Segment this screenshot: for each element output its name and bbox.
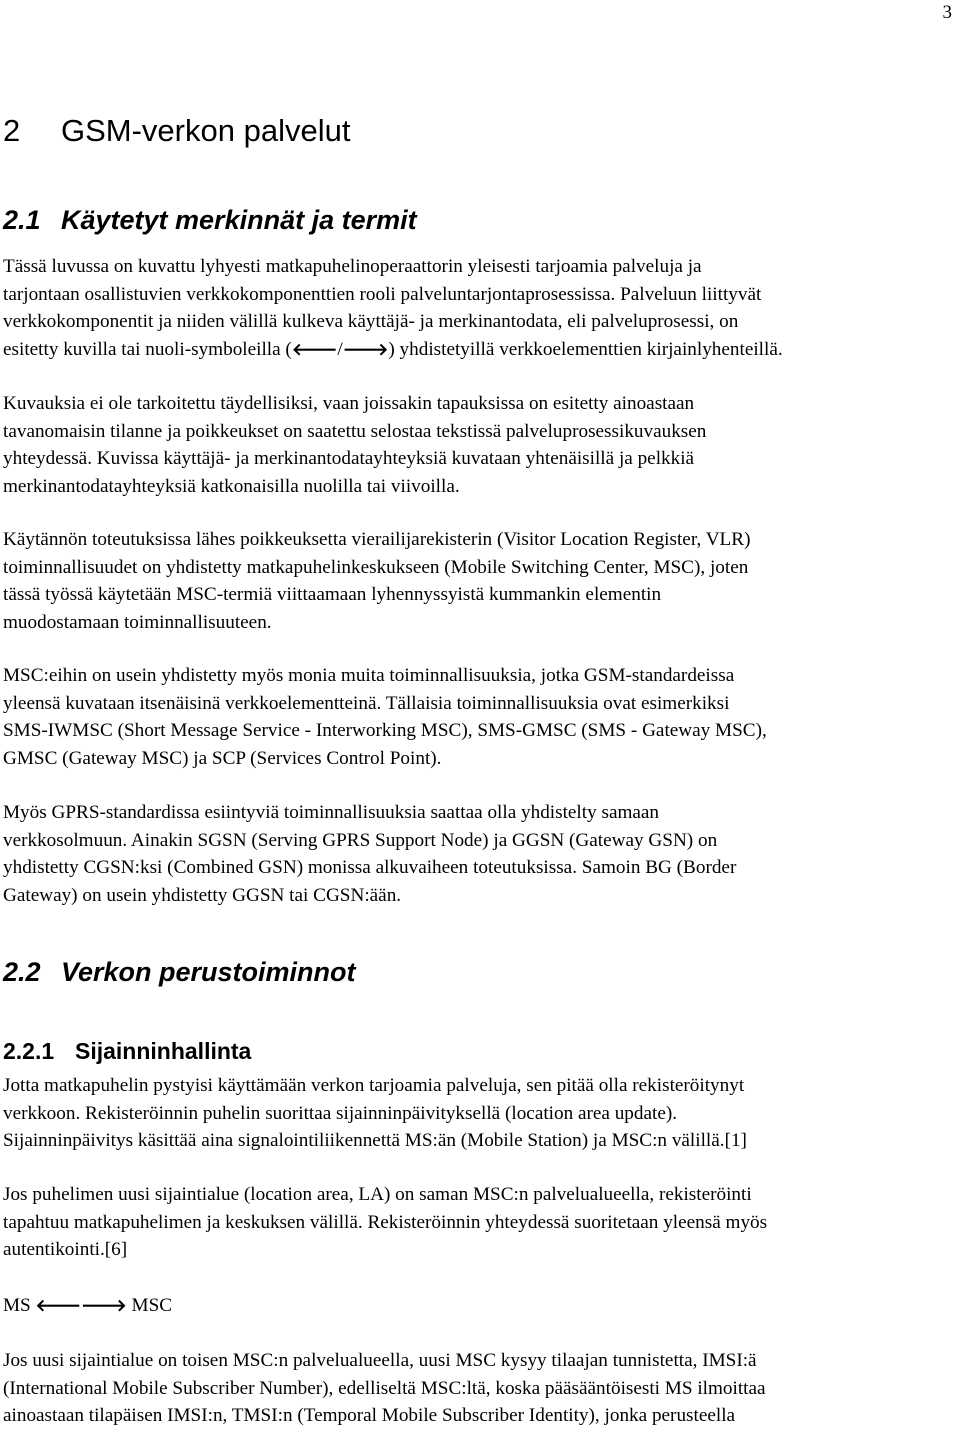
text-line: muodostamaan toiminnallisuuteen.: [3, 611, 272, 633]
arrow-left-icon: 🡐: [291, 339, 338, 360]
text-line: GMSC (Gateway MSC) ja SCP (Services Control Point).: [3, 747, 442, 769]
text-line: Tässä luvussa on kuvattu lyhyesti matkapuhelinoperaattorin yleisesti tarjoamia palveluja ja: [3, 256, 702, 277]
text-line: yhteydessä. Kuvissa käyttäjä- ja merkinantodatayhteyksiä kuvataan yhtenäisillä ja pelkkiä: [3, 448, 695, 469]
section-2-2-1-heading: [3, 1038, 251, 1065]
text-line: [3, 281, 953, 309]
paragraph-same-msc: [3, 1181, 953, 1264]
paragraph-vlr-msc: [3, 526, 953, 636]
text-line: MSC:eihin on usein yhdistetty myös monia muita toiminnallisuuksia, jotka GSM-standardeissa: [3, 665, 735, 686]
text-line: verkkokomponentit ja niiden välillä kulkeva käyttäjä- ja merkinantodata, eli palveluprosessi, on: [3, 311, 739, 332]
section-2-2-title: Verkon perustoiminnot: [61, 957, 356, 987]
page-number: 3: [942, 2, 952, 23]
text-line-part: esitetty kuvilla tai nuoli-symboleilla (: [3, 338, 292, 360]
chapter-heading: [3, 113, 350, 149]
section-2-1-title: Käytetyt merkinnät ja termit: [61, 205, 417, 235]
text-line: yleensä kuvataan itsenäisinä verkkoelementteinä. Tällaisia toiminnallisuuksia ovat esimerkiksi: [3, 692, 730, 714]
text-line: verkkoon. Rekisteröinnin puhelin suorittaa sijainninpäivityksellä (location area update).: [3, 1102, 678, 1124]
text-line-part: tarjontaan osallistuvien verkkokomponenttien rooli palveluntarjontaprosessissa.: [3, 283, 616, 305]
text-line: Jos uusi sijaintialue on toisen MSC:n palvelualueella, uusi MSC kysyy tilaajan tunnistetta, IMSI:ä: [3, 1350, 757, 1371]
text-line: Jotta matkapuhelin pystyisi käyttämään verkon tarjoamia palveluja, sen pitää olla rekisteröitynyt: [3, 1075, 745, 1096]
text-line: Kuvauksia ei ole tarkoitettu täydellisiksi, vaan joissakin tapauksissa on esitetty ainoastaan: [3, 393, 695, 414]
paragraph-other-msc: [3, 1347, 953, 1430]
text-line: tässä työssä käytetään MSC-termiä viittaamaan lyhennyssyistä kummankin elementin: [3, 584, 662, 605]
text-line: autentikointi.[6]: [3, 1239, 128, 1260]
flow-from: MS: [3, 1295, 31, 1316]
section-2-1-number: 2.1: [3, 205, 41, 235]
text-line: Käytännön toteutuksissa lähes poikkeuksetta vierailijarekisterin (Visitor Location Register, VLR): [3, 529, 751, 550]
text-line: yhdistetty CGSN:ksi (Combined GSN) monissa alkuvaiheen toteutuksissa. Samoin BG (Border: [3, 857, 737, 878]
arrow-left-icon: 🡐: [35, 1296, 82, 1316]
text-line: ainoastaan tilapäisen IMSI:n, TMSI:n (Temporal Mobile Subscriber Identity), jonka perusteella: [3, 1405, 736, 1426]
paragraph-msc-functions: [3, 662, 953, 772]
text-line: SMS-IWMSC (Short Message Service - Interworking MSC), SMS-GMSC (SMS - Gateway MSC),: [3, 720, 767, 741]
chapter-number: 2: [3, 113, 21, 148]
text-line: verkkosolmuun. Ainakin SGSN (Serving GPRS Support Node) ja GGSN (Gateway GSN) on: [3, 829, 718, 851]
section-2-2-1-number: 2.2.1: [3, 1038, 55, 1064]
slash-separator: /: [337, 338, 343, 360]
flow-ms-msc: [3, 1292, 953, 1321]
section-2-1-heading: [3, 205, 417, 236]
section-2-2-heading: [3, 957, 356, 988]
chapter-title: GSM-verkon palvelut: [61, 113, 351, 148]
text-line: [3, 336, 953, 365]
text-line: tavanomaisin tilanne ja poikkeukset on saatettu selostaa tekstissä palveluprosessikuvauksen: [3, 420, 707, 442]
arrow-right-icon: 🡒: [342, 339, 389, 360]
arrow-right-icon: 🡒: [81, 1296, 127, 1316]
text-line-part: Palveluun liittyvät: [615, 283, 762, 305]
text-line: Jos puhelimen uusi sijaintialue (location area, LA) on saman MSC:n palvelualueella, rekisteröinti: [3, 1184, 752, 1205]
text-line: Gateway) on usein yhdistetty GGSN tai CGSN:ään.: [3, 884, 402, 906]
text-line: merkinantodatayhteyksiä katkonaisilla nuolilla tai viivoilla.: [3, 475, 460, 497]
text-line: Myös GPRS-standardissa esiintyviä toiminnallisuuksia saattaa olla yhdistelty samaan: [3, 802, 660, 823]
paragraph-registration: [3, 1072, 953, 1155]
text-line-part: ) yhdistetyillä verkkoelementtien kirjainlyhenteillä.: [388, 338, 783, 360]
text-line: toiminnallisuudet on yhdistetty matkapuhelinkeskukseen (Mobile Switching Center, MSC), joten: [3, 556, 749, 578]
text-line: tapahtuu matkapuhelimen ja keskuksen välillä. Rekisteröinnin yhteydessä suoritetaan yleensä myös: [3, 1211, 768, 1233]
text-line: (International Mobile Subscriber Number), edelliseltä MSC:ltä, koska pääsääntöisesti MS ilmoittaa: [3, 1377, 766, 1399]
flow-to: MSC: [131, 1295, 173, 1316]
section-2-2-number: 2.2: [3, 957, 41, 987]
paragraph-notation-intro: [3, 253, 953, 364]
paragraph-gprs: [3, 799, 953, 909]
paragraph-descriptions: [3, 390, 953, 500]
text-line: [3, 1292, 953, 1321]
text-line: Sijainninpäivitys käsittää aina signalointiliikennettä MS:än (Mobile Station) ja MSC:n välillä.[1]: [3, 1130, 747, 1151]
section-2-2-1-title: Sijainninhallinta: [75, 1038, 252, 1064]
